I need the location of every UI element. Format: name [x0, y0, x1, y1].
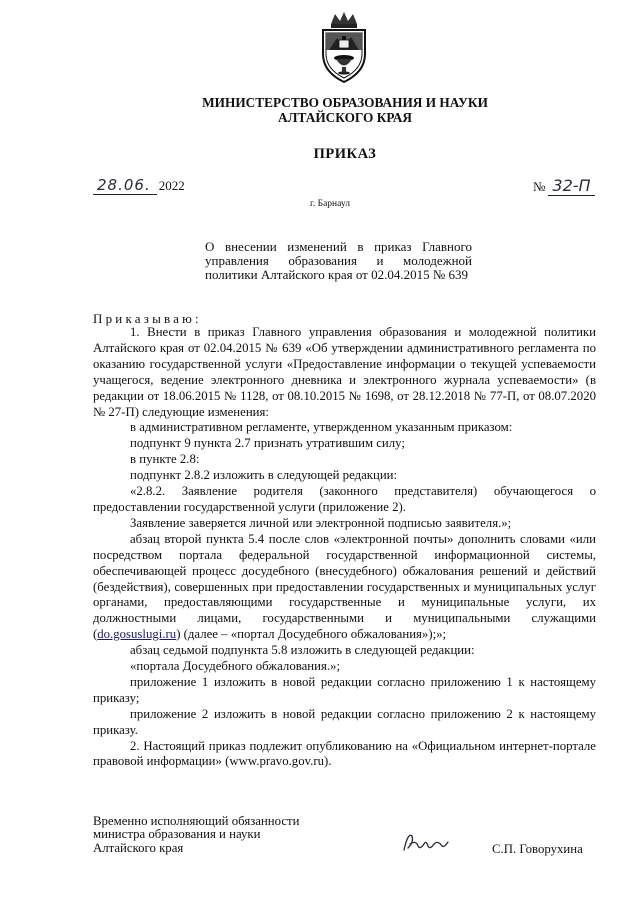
body-paragraph-with-link — [93, 532, 596, 643]
body-paragraph: подпункт 2.8.2 изложить в следующей редакции: — [130, 468, 398, 483]
body-paragraph: 2. Настоящий приказ подлежит опубликованию на «Официальном интернет-портале правовой информации» (www.pravo.gov.ru). — [93, 738, 596, 769]
body-paragraph: приложение 2 изложить в новой редакции согласно приложению 2 к настоящему приказу. — [93, 706, 596, 737]
body-text: абзац второй пункта 5.4 после слов «электронной почты» дополнить словами «или посредством портала федеральной государственной информационной системы, обеспечивающей процесс досудебного (внесудебного) обжалования решений и действий (бездействия), совершенных при предоставлении государственных и муниципальных услуг органами, предоставляющими государственные и муниципальные услуги, их должностными лицами, государственными и муниципальными служащими ( — [93, 531, 596, 642]
signatory-title — [93, 815, 333, 855]
body-paragraph: Заявление заверяется личной или электронной подписью заявителя.»; — [130, 515, 512, 530]
date-year: 2022 — [158, 178, 185, 193]
ministry-line-1: МИНИСТЕРСТВО ОБРАЗОВАНИЯ И НАУКИ — [202, 95, 488, 110]
order-number — [533, 176, 595, 195]
signatory-title-line-1: Временно исполняющий обязанности — [93, 814, 300, 828]
signatory-title-line-3: Алтайского края — [93, 840, 184, 855]
document-type-title: ПРИКАЗ — [313, 146, 377, 162]
body-paragraph: «портала Досудебного обжалования.»; — [130, 659, 341, 674]
body-paragraph: 1. Внести в приказ Главного управления образования и молодежной политики Алтайского края от 02.04.2015 № 639 «Об утверждении административного регламента по оказанию государственной услуги «Предоставление информации о текущей успеваемости учащегося, ведение электронного дневника и электронного журнала успеваемости» (в редакции от 18.06.2015 № 1128, от 08.10.2015 № 1698, от 28.12.2018 № 77-П, от 08.07.2020 № 27-П) следующие изменения: — [93, 325, 596, 419]
body-paragraph: в пункте 2.8: — [130, 452, 200, 467]
signatory-title-line-2: министра образования и науки — [93, 827, 261, 842]
order-body — [93, 325, 596, 770]
city-label: г. Барнаул — [310, 199, 350, 209]
body-paragraph: абзац седьмой подпункта 5.8 изложить в следующей редакции: — [130, 643, 475, 658]
handwritten-date: 28.06. — [93, 176, 157, 195]
order-subject: О внесении изменений в приказ Главного управления образования и молодежной политики Алтайского края от 02.04.2015 № 639 — [205, 239, 472, 282]
number-prefix: № — [533, 179, 546, 194]
order-date — [93, 176, 185, 194]
signatory-name: С.П. Говорухина — [492, 842, 583, 856]
ministry-line-2: АЛТАЙСКОГО КРАЯ — [278, 110, 412, 125]
ministry-name — [150, 95, 540, 125]
handwritten-number: 32-П — [548, 176, 594, 196]
handwritten-signature-icon — [398, 828, 450, 856]
body-paragraph: в административном регламенте, утвержденном указанным приказом: — [130, 420, 513, 435]
altai-krai-coat-of-arms-icon — [311, 10, 377, 86]
body-paragraph: «2.8.2. Заявление родителя (законного представителя) обучающегося о предоставлении государственной услуги (приложение 2). — [93, 484, 596, 514]
body-text: ) (далее – «портал Досудебного обжалования»);»; — [176, 627, 447, 642]
body-paragraph: приложение 1 изложить в новой редакции согласно приложению 1 к настоящему приказу; — [93, 674, 596, 705]
body-paragraph: подпункт 9 пункта 2.7 признать утратившим силу; — [130, 436, 405, 451]
gosuslugi-link[interactable]: do.gosuslugi.ru — [97, 627, 177, 642]
order-verb: Приказываю: — [93, 311, 202, 326]
